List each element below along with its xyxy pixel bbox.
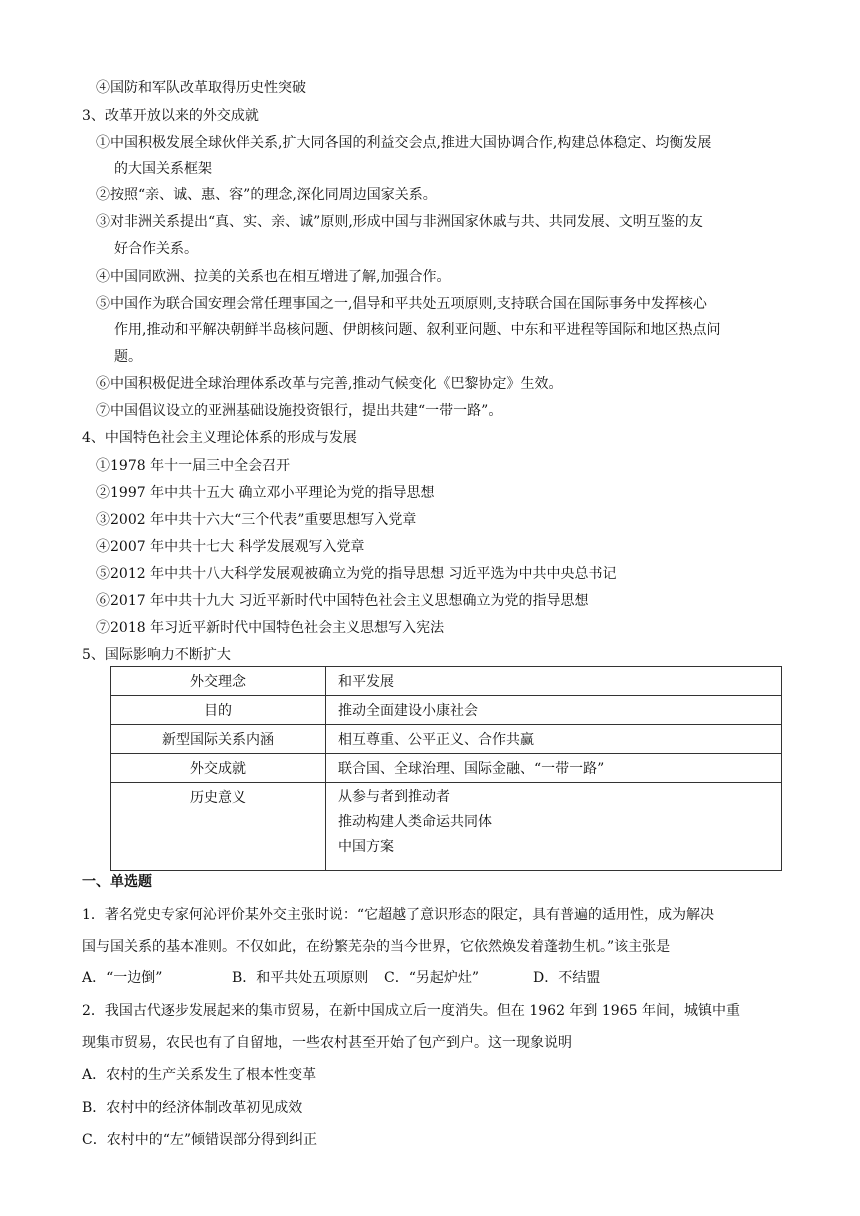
section4-item-3: ③2002 年中共十六大“三个代表”重要思想写入党章 bbox=[96, 512, 417, 528]
section4-item-6: ⑥2017 年中共十九大 习近平新时代中国特色社会主义思想确立为党的指导思想 bbox=[96, 593, 589, 609]
section3-item-5-line3: 题。 bbox=[114, 349, 142, 365]
table-value-cell: 推动全面建设小康社会 bbox=[326, 696, 782, 725]
q2-stem-line2: 现集市贸易，农民也有了自留地，一些农村甚至开始了包产到户。这一现象说明 bbox=[82, 1035, 572, 1051]
section4-item-7: ⑦2018 年习近平新时代中国特色社会主义思想写入宪法 bbox=[96, 620, 445, 636]
section3-item-5-line2: 作用,推动和平解决朝鲜半岛核问题、伊朗核问题、叙利亚问题、中东和平进程等国际和地区热点问 bbox=[114, 322, 721, 338]
table-key-cell: 外交成就 bbox=[111, 754, 326, 783]
section5-title: 5、国际影响力不断扩大 bbox=[82, 647, 231, 663]
table-value-cell: 和平发展 bbox=[326, 667, 782, 696]
table-value-cell: 联合国、全球治理、国际金融、“一带一路” bbox=[326, 754, 782, 783]
table-row bbox=[111, 783, 782, 871]
influence-table bbox=[110, 666, 782, 871]
section3-item-2: ②按照“亲、诚、惠、容”的理念,深化同周边国家关系。 bbox=[96, 187, 437, 203]
table-value-line: 从参与者到推动者 bbox=[338, 789, 450, 805]
q1-option-a: A．“一边倒” bbox=[82, 970, 163, 986]
section3-title: 3、改革开放以来的外交成就 bbox=[82, 108, 259, 124]
table-row bbox=[111, 725, 782, 754]
q1-stem-line2: 国与国关系的基本准则。不仅如此，在纷繁芜杂的当今世界，它依然焕发着蓬勃生机。”该主张是 bbox=[82, 939, 671, 955]
q2-option-b: B．农村中的经济体制改革初见成效 bbox=[82, 1100, 303, 1116]
q1-option-b: B．和平共处五项原则 bbox=[232, 970, 369, 986]
section4-item-4: ④2007 年中共十七大 科学发展观写入党章 bbox=[96, 539, 365, 555]
section3-item-7: ⑦中国倡议设立的亚洲基础设施投资银行，提出共建“一带一路”。 bbox=[96, 403, 503, 419]
table-row bbox=[111, 696, 782, 725]
table-key-cell: 目的 bbox=[111, 696, 326, 725]
section3-item-1-line1: ①中国积极发展全球伙伴关系,扩大同各国的利益交会点,推进大国协调合作,构建总体稳定、均衡发展 bbox=[96, 135, 712, 151]
table-row bbox=[111, 754, 782, 783]
section2-item-4: ④国防和军队改革取得历史性突破 bbox=[96, 80, 306, 96]
section3-item-4: ④中国同欧洲、拉美的关系也在相互增进了解,加强合作。 bbox=[96, 269, 451, 285]
section3-item-3-line2: 好合作关系。 bbox=[114, 241, 198, 257]
section4-item-5: ⑤2012 年中共十八大科学发展观被确立为党的指导思想 习近平选为中共中央总书记 bbox=[96, 566, 617, 582]
section3-item-3-line1: ③对非洲关系提出“真、实、亲、诚”原则,形成中国与非洲国家休戚与共、共同发展、文明互鉴的友 bbox=[96, 214, 703, 230]
section3-item-6: ⑥中国积极促进全球治理体系改革与完善,推动气候变化《巴黎协定》生效。 bbox=[96, 376, 563, 392]
part1-title: 一、单选题 bbox=[82, 874, 152, 890]
table-value-cell bbox=[326, 783, 782, 871]
section3-item-5-line1: ⑤中国作为联合国安理会常任理事国之一,倡导和平共处五项原则,支持联合国在国际事务中发挥核心 bbox=[96, 296, 707, 312]
section4-item-1: ①1978 年十一届三中全会召开 bbox=[96, 458, 291, 474]
table-row bbox=[111, 667, 782, 696]
section4-title: 4、中国特色社会主义理论体系的形成与发展 bbox=[82, 430, 357, 446]
section3-item-1-line2: 的大国关系框架 bbox=[114, 161, 212, 177]
table-value-line: 推动构建人类命运共同体 bbox=[338, 814, 492, 830]
q2-stem-line1: 2．我国古代逐步发展起来的集市贸易，在新中国成立后一度消失。但在 1962 年到 1965 年间，城镇中重 bbox=[82, 1003, 740, 1019]
table-value-line: 中国方案 bbox=[338, 839, 394, 855]
q1-option-c: C．“另起炉灶” bbox=[384, 970, 480, 986]
q2-option-a: A．农村的生产关系发生了根本性变革 bbox=[82, 1067, 317, 1083]
table-key-cell: 外交理念 bbox=[111, 667, 326, 696]
table-value-cell: 相互尊重、公平正义、合作共赢 bbox=[326, 725, 782, 754]
table-key-cell: 历史意义 bbox=[111, 783, 326, 871]
section4-item-2: ②1997 年中共十五大 确立邓小平理论为党的指导思想 bbox=[96, 485, 435, 501]
table-key-cell: 新型国际关系内涵 bbox=[111, 725, 326, 754]
q1-stem-line1: 1．著名党史专家何沁评价某外交主张时说：“它超越了意识形态的限定，具有普遍的适用性，成为解决 bbox=[82, 907, 715, 923]
q2-option-c: C．农村中的“左”倾错误部分得到纠正 bbox=[82, 1132, 318, 1148]
q1-option-d: D．不结盟 bbox=[533, 970, 601, 986]
